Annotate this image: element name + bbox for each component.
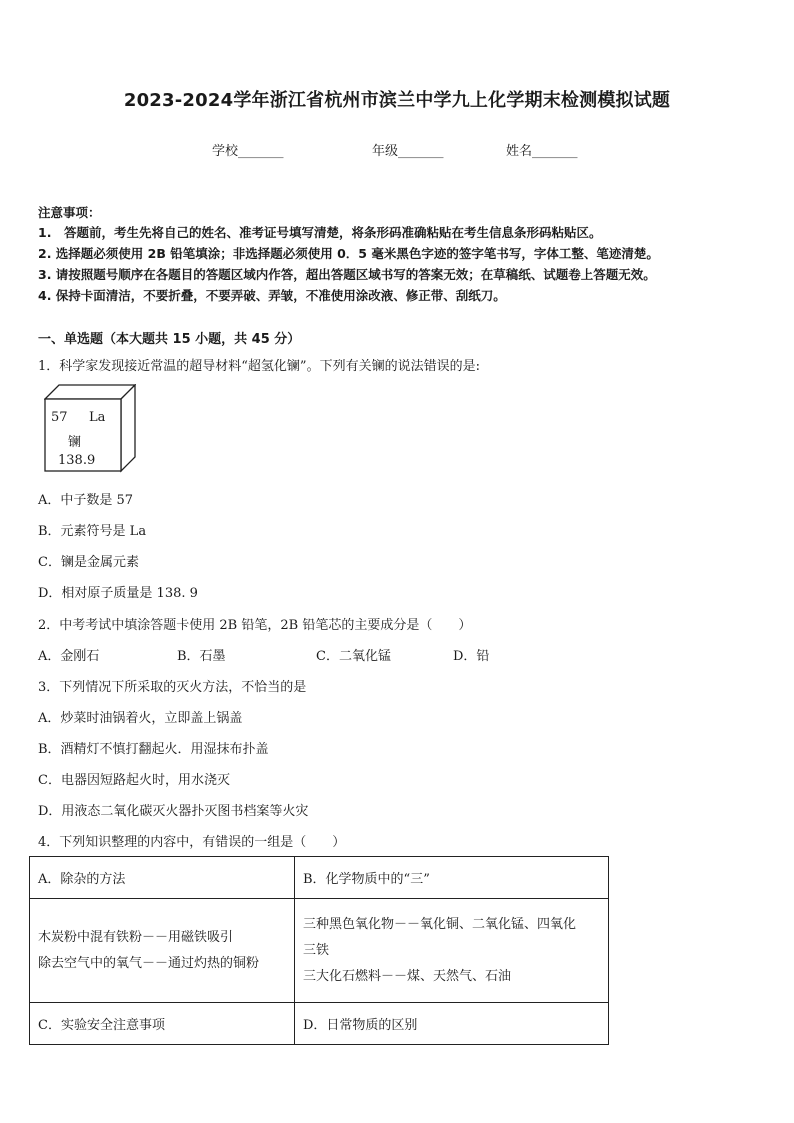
q1-option-a: A．中子数是 57: [38, 493, 134, 508]
grade-blank: _______: [398, 144, 444, 159]
notice-item: 4. 保持卡面清洁，不要折叠，不要弄破、弄皱，不准使用涂改液、修正带、刮纸刀。: [38, 288, 506, 303]
question-4-stem: 4．下列知识整理的内容中，有错误的一组是（ ）: [38, 835, 346, 850]
q3-option-a: A．炒菜时油锅着火，立即盖上锅盖: [38, 711, 243, 726]
atomic-number: 57: [51, 410, 68, 425]
q2-option-c: C．二氧化锰: [316, 649, 391, 664]
section-heading: 一、单选题（本大题共 15 小题，共 45 分）: [38, 332, 301, 347]
q1-option-d: D．相对原子质量是 138. 9: [38, 586, 198, 601]
grade-field: [372, 140, 444, 159]
question-3-stem: 3．下列情况下所采取的灭火方法，不恰当的是: [38, 680, 307, 695]
notice-heading: 注意事项：: [38, 205, 101, 220]
school-blank: _______: [238, 144, 284, 159]
school-field: [212, 140, 284, 159]
question-2-stem: 2．中考考试中填涂答题卡使用 2B 铅笔，2B 铅笔芯的主要成分是（ ）: [38, 618, 472, 633]
q3-option-d: D．用液态二氧化碳灭火器扑灭图书档案等火灾: [38, 804, 309, 819]
name-field: [506, 140, 578, 159]
q3-option-b: B．酒精灯不慎打翻起火．用湿抹布扑盖: [38, 742, 269, 757]
name-label: 姓名: [506, 144, 533, 159]
page-title: 2023-2024学年浙江省杭州市滨兰中学九上化学期末检测模拟试题: [123, 90, 671, 111]
element-symbol: La: [89, 410, 106, 425]
name-blank: _______: [532, 144, 578, 159]
notice-item: 3. 请按照题号顺序在各题目的答题区域内作答，超出答题区域书写的答案无效；在草稿纸、试题卷上答题无效。: [38, 267, 656, 282]
cell-a-line: 除去空气中的氧气－－通过灼热的铜粉: [38, 955, 260, 971]
question-1-stem: 1．科学家发现接近常温的超导材料“超氢化镧”。下列有关镧的说法错误的是:: [38, 359, 480, 374]
notice-item: 2. 选择题必须使用 2B 铅笔填涂；非选择题必须使用 0．5 毫米黑色字迹的签字笔书写，字体工整、笔迹清楚。: [38, 246, 659, 261]
q1-option-b: B．元素符号是 La: [38, 524, 147, 539]
cell-c-head: C．实验安全注意事项: [30, 1003, 295, 1045]
cell-a-line: 木炭粉中混有铁粉－－用磁铁吸引: [38, 929, 234, 945]
q2-option-b: B．石墨: [177, 649, 226, 664]
q3-option-c: C．电器因短路起火时，用水浇灭: [38, 773, 230, 788]
cell-b-line: 三大化石燃料－－煤、天然气、石油: [303, 968, 512, 984]
school-label: 学校: [212, 144, 239, 159]
grade-label: 年级: [372, 144, 399, 159]
cell-a-head: A．除杂的方法: [30, 857, 295, 899]
atomic-mass: 138.9: [58, 453, 96, 468]
q1-option-c: C．镧是金属元素: [38, 555, 139, 570]
cell-d-head: D．日常物质的区别: [295, 1003, 609, 1045]
cell-b-line: 三种黑色氧化物－－氧化铜、二氧化锰、四氧化: [303, 916, 577, 932]
notice-item: 1. 答题前，考生先将自己的姓名、准考证号填写清楚，将条形码准确粘贴在考生信息条形码粘贴区。: [38, 225, 602, 240]
cell-a-body: [30, 899, 295, 1003]
cell-b-head: B．化学物质中的“三”: [295, 857, 609, 899]
element-name: 镧: [68, 435, 82, 450]
cell-b-body: [295, 899, 609, 1003]
cell-b-line: 三铁: [303, 942, 330, 958]
q2-option-a: A．金刚石: [38, 649, 100, 664]
q2-option-d: D．铅: [453, 649, 490, 664]
knowledge-table: [29, 856, 609, 1045]
